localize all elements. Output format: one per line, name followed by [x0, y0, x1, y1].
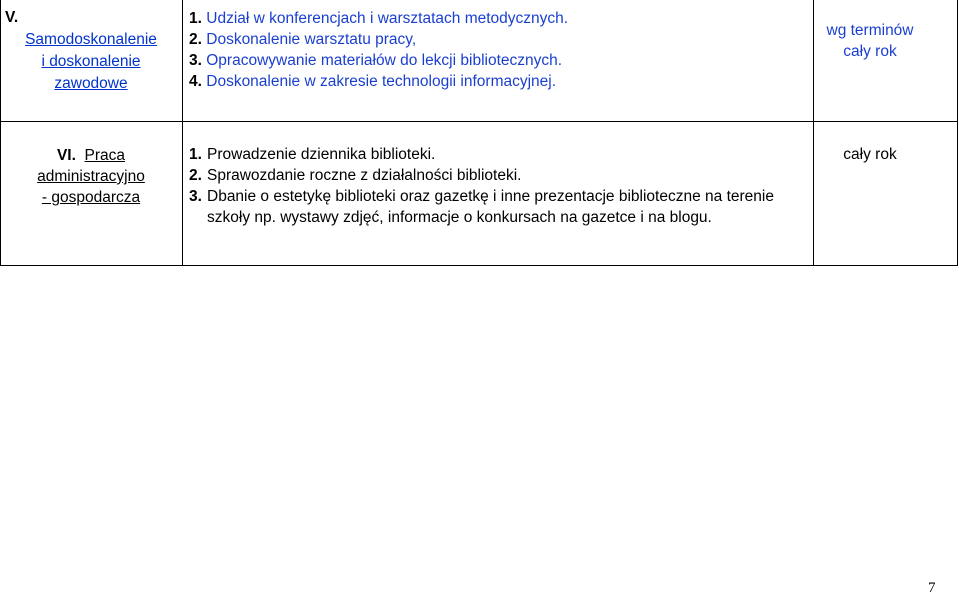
- section-name-line: Praca: [84, 147, 126, 164]
- list-item: 1. Udział w konferencjach i warsztatach metodycznych.: [189, 10, 569, 27]
- list-item: 3. Opracowywanie materiałów do lekcji bibliotecznych.: [189, 52, 563, 69]
- section-title-cell: [5, 145, 177, 208]
- task-list: [189, 144, 811, 228]
- section-name-line: Samodoskonalenie: [25, 31, 157, 48]
- list-item: 1. Prowadzenie dziennika biblioteki.: [189, 146, 436, 163]
- section-name-line: - gospodarcza: [41, 189, 141, 206]
- section-name-line: i doskonalenie: [41, 53, 141, 70]
- page-number: 7: [928, 580, 936, 596]
- section-title-cell: [5, 7, 177, 95]
- table-row-praca-administracyjna: [0, 122, 958, 266]
- term-cell: [815, 144, 925, 165]
- table-row-samodoskonalenie: [0, 0, 958, 122]
- term-line: cały rok: [843, 43, 897, 60]
- section-number: VI.: [56, 147, 76, 164]
- list-item: 4. Doskonalenie w zakresie technologii informacyjnej.: [189, 73, 557, 90]
- list-item: 2. Sprawozdanie roczne z działalności biblioteki.: [189, 167, 522, 184]
- column-divider: [182, 122, 183, 265]
- list-item: 2. Doskonalenie warsztatu pracy,: [189, 31, 417, 48]
- term-cell: [815, 20, 925, 62]
- section-name-line: administracyjno: [37, 168, 145, 185]
- list-item: 3. Dbanie o estetykę biblioteki oraz gazetkę i inne prezentacje biblioteczne na terenie szkoły np. wystawy zdjęć, informacje o konkursach na gazetce i na blogu.: [189, 188, 774, 226]
- column-divider: [182, 0, 183, 121]
- section-name-line: zawodowe: [54, 75, 128, 92]
- task-list: [189, 8, 809, 92]
- term-line: cały rok: [843, 146, 897, 163]
- column-divider: [813, 0, 814, 121]
- term-line: wg terminów: [826, 22, 914, 39]
- section-number: V.: [5, 9, 19, 26]
- column-divider: [813, 122, 814, 265]
